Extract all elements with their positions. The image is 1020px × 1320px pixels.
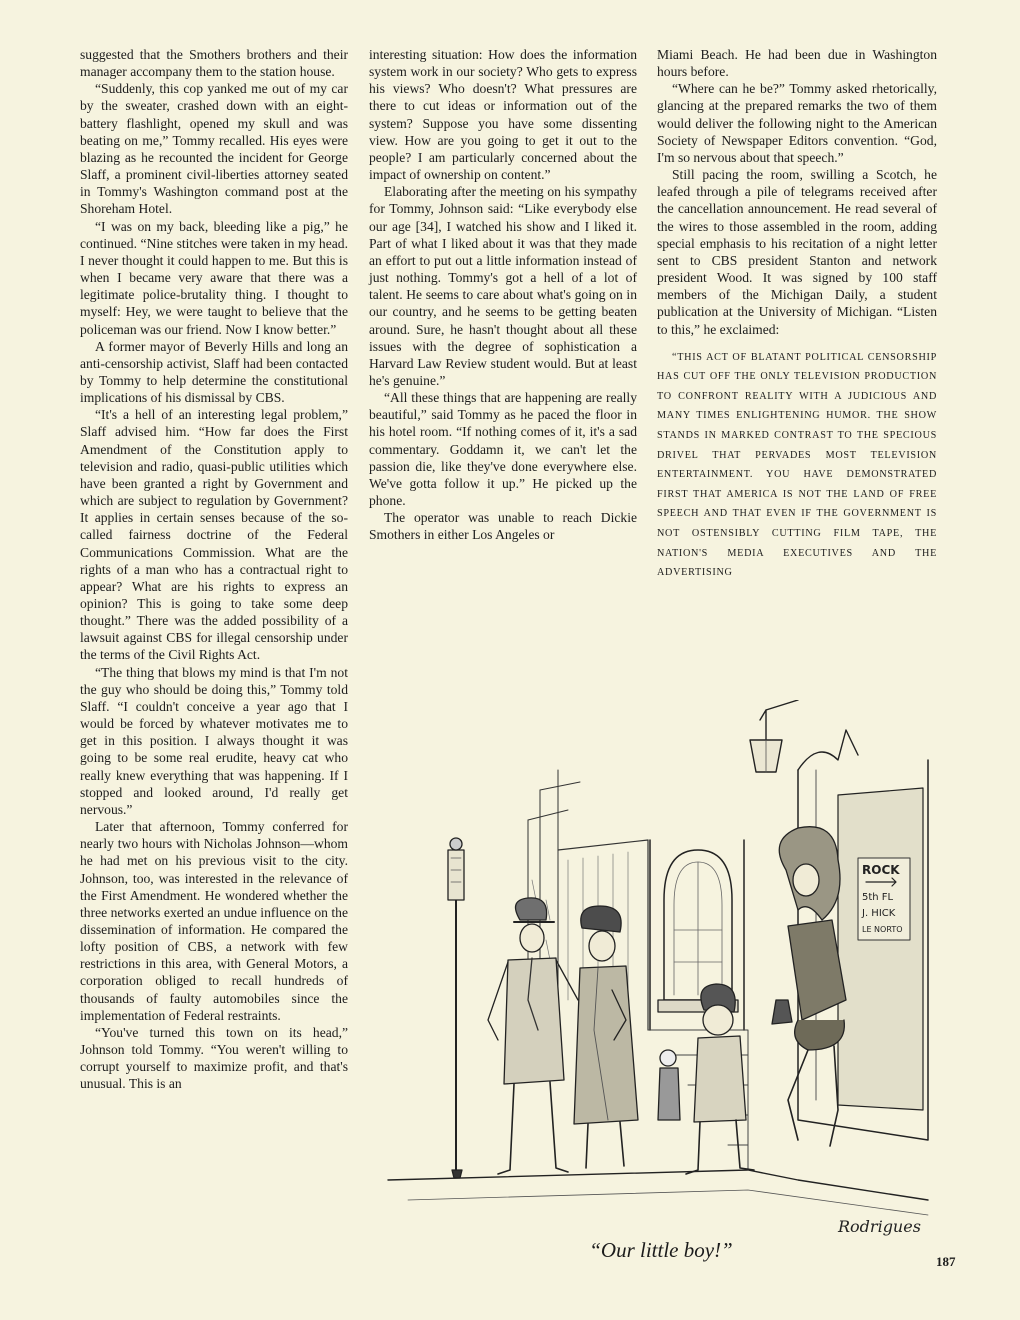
mother-figure [574,906,638,1168]
doorway-sign [858,858,910,940]
sign-line: LE NORTO [862,925,903,934]
paragraph: A former mayor of Beverly Hills and long an anti-censorship activist, Slaff had been contacted by Tommy to help determine the constitutional implications of his dismissal by CBS. [80,338,348,406]
paragraph: suggested that the Smothers brothers and their manager accompany them to the station house. [80,47,348,80]
paragraph: Elaborating after the meeting on his sympathy for Tommy, Johnson said: “Like everybody else our age [34], I watched his show and I liked it. Part of what I liked about it was that they made an effort to put out a little information instead of just nothing. Tommy's got a hell of a lot of talent. He seems to care about what's going on in our country, and he seems to be getting beaten around. Sure, he hasn't thought about all these issues with the degree of sophistication a Harvard Law Review student would. But at least he's genuine.” [369,184,637,388]
text-column-3 [657,46,937,583]
text-column-1 [80,46,348,1093]
paragraph: interesting situation: How does the information system work in our society? Who gets to express his views? Who doesn't? What pressures are there to cut ideas or information out of the system? Suppose you have some dissenting view. How are you going to get it out to the people? I am particularly concerned about the impact of ownership on content.” [369,47,637,183]
paragraph: “It's a hell of an interesting legal problem,” Slaff advised him. “How far does the First Amendment of the Constitution apply to television and radio, quasi-public utilities which have been granted a right by Government and which are subject to regulation by Government? It applies in certain senses because of the so-called fairness doctrine of the Federal Communications Commission. What are the rights of a man who has a contractual right to appear? What are his rights to express an opinion? This is going to take some deep thought.” There was the added possibility of a lawsuit against CBS for illegal censorship under the terms of the Civil Rights Act. [80,407,348,663]
sign-line: J. HICK [862,908,896,919]
sign-line: 5th FL [862,892,894,903]
woman-figure [772,827,846,1146]
paragraph: “Suddenly, this cop yanked me out of my car by the sweater, crashed down with an eight-battery flashlight, opened my skull and was beating on me,” Tommy recalled. His eyes were blazing as he recounted the incident for George Slaff, a prominent civil-liberties attorney seated in Tommy's Washington command post at the Shoreham Hotel. [80,81,348,217]
sign-line: ROCK [862,863,900,877]
cartoon-caption: “Our little boy!” [589,1238,733,1262]
street-lamp [448,838,464,1178]
paragraph: Later that afternoon, Tommy conferred for nearly two hours with Nicholas Johnson—whom he had met on his previous visit to the city. Johnson, too, was interested in the relevance of the First Amendment. He wondered whether the three networks exerted an undue influence on the dissemination of information. He compared the lofty position of CBS, a network with few restrictions in this area, with General Motors, a corporation obliged to recall hundreds of thousands of faulty automobiles since the implementation of Federal restraints. [80,819,348,1023]
text-column-2 [369,46,637,544]
paragraph: “The thing that blows my mind is that I'm not the guy who should be doing this,” Tommy told Slaff. “I couldn't conceive a year ago that I would be forced by whatever motivates me to get in this position. I always thought it was going to be some real erudite, heavy cat who really knew everything that was happening. If I stopped and looked around, I'd really get nervous.” [80,664,348,817]
cartoon-illustration [368,700,954,1240]
paragraph: Miami Beach. He had been due in Washington hours before. [657,47,937,80]
paragraph: “Where can he be?” Tommy asked rhetorically, glancing at the prepared remarks the two of them would deliver the following night to the American Society of Newspaper Editors convention. “God, I'm so nervous about that speech.” [657,81,937,165]
paragraph: The operator was unable to reach Dickie Smothers in either Los Angeles or [369,510,637,543]
page-number: 187 [936,1254,956,1269]
artist-signature: Rodrigues [838,1217,921,1236]
bystander-figure [658,1050,680,1120]
paragraph: “You've turned this town on its head,” Johnson told Tommy. “You weren't willing to corrupt yourself to maximize profit, and that's unusual. This is an [80,1024,348,1092]
paragraph: Still pacing the room, swilling a Scotch, he leafed through a pile of telegrams received after the cancellation announcement. He read several of the wires to those assembled in the room, adding special emphasis to his recitation of a night letter sent to CBS president Stanton and network president Wood. It was signed by 100 staff members of the Michigan Daily, a student publication at the University of Michigan. “Listen to this,” he exclaimed: [657,167,937,337]
paragraph: “All these things that are happening are really beautiful,” said Tommy as he paced the floor in his hotel room. “If nothing comes of it, it's a sad commentary. Goddamn it, we can't let the passion die, like they've done everywhere else. We've gotta follow it up.” He picked up the phone. [369,390,637,509]
paragraph: “I was on my back, bleeding like a pig,” he continued. “Nine stitches were taken in my head. I never thought it could happen to me. But this is when I became very aware that there was a legitimate police-brutality thing. I thought to myself: Hey, we were taught to believe that the policeman was our friend. Now I know better.” [80,218,348,337]
telegram-quote: “THIS ACT OF BLATANT POLITICAL CENSORSHIP HAS CUT OFF THE ONLY TELEVISION PRODUCTION TO CONFRONT REALITY WITH A JUDICIOUS AND MANY TIMES ENLIGHTENING HUMOR. THE SHOW STANDS IN MARKED CONTRAST TO THE SPECIOUS DRIVEL THAT PERVADES MOST TELEVISION ENTERTAINMENT. YOU HAVE DEMONSTRATED FIRST THAT AMERICA IS NOT THE LAND OF FREE SPEECH AND THAT EVEN IF THE GOVERNMENT IS NOT OSTENSIBLY CUTTING FILM TAPE, THE NATION'S MEDIA EXECUTIVES AND THE ADVERTISING [657,351,937,579]
